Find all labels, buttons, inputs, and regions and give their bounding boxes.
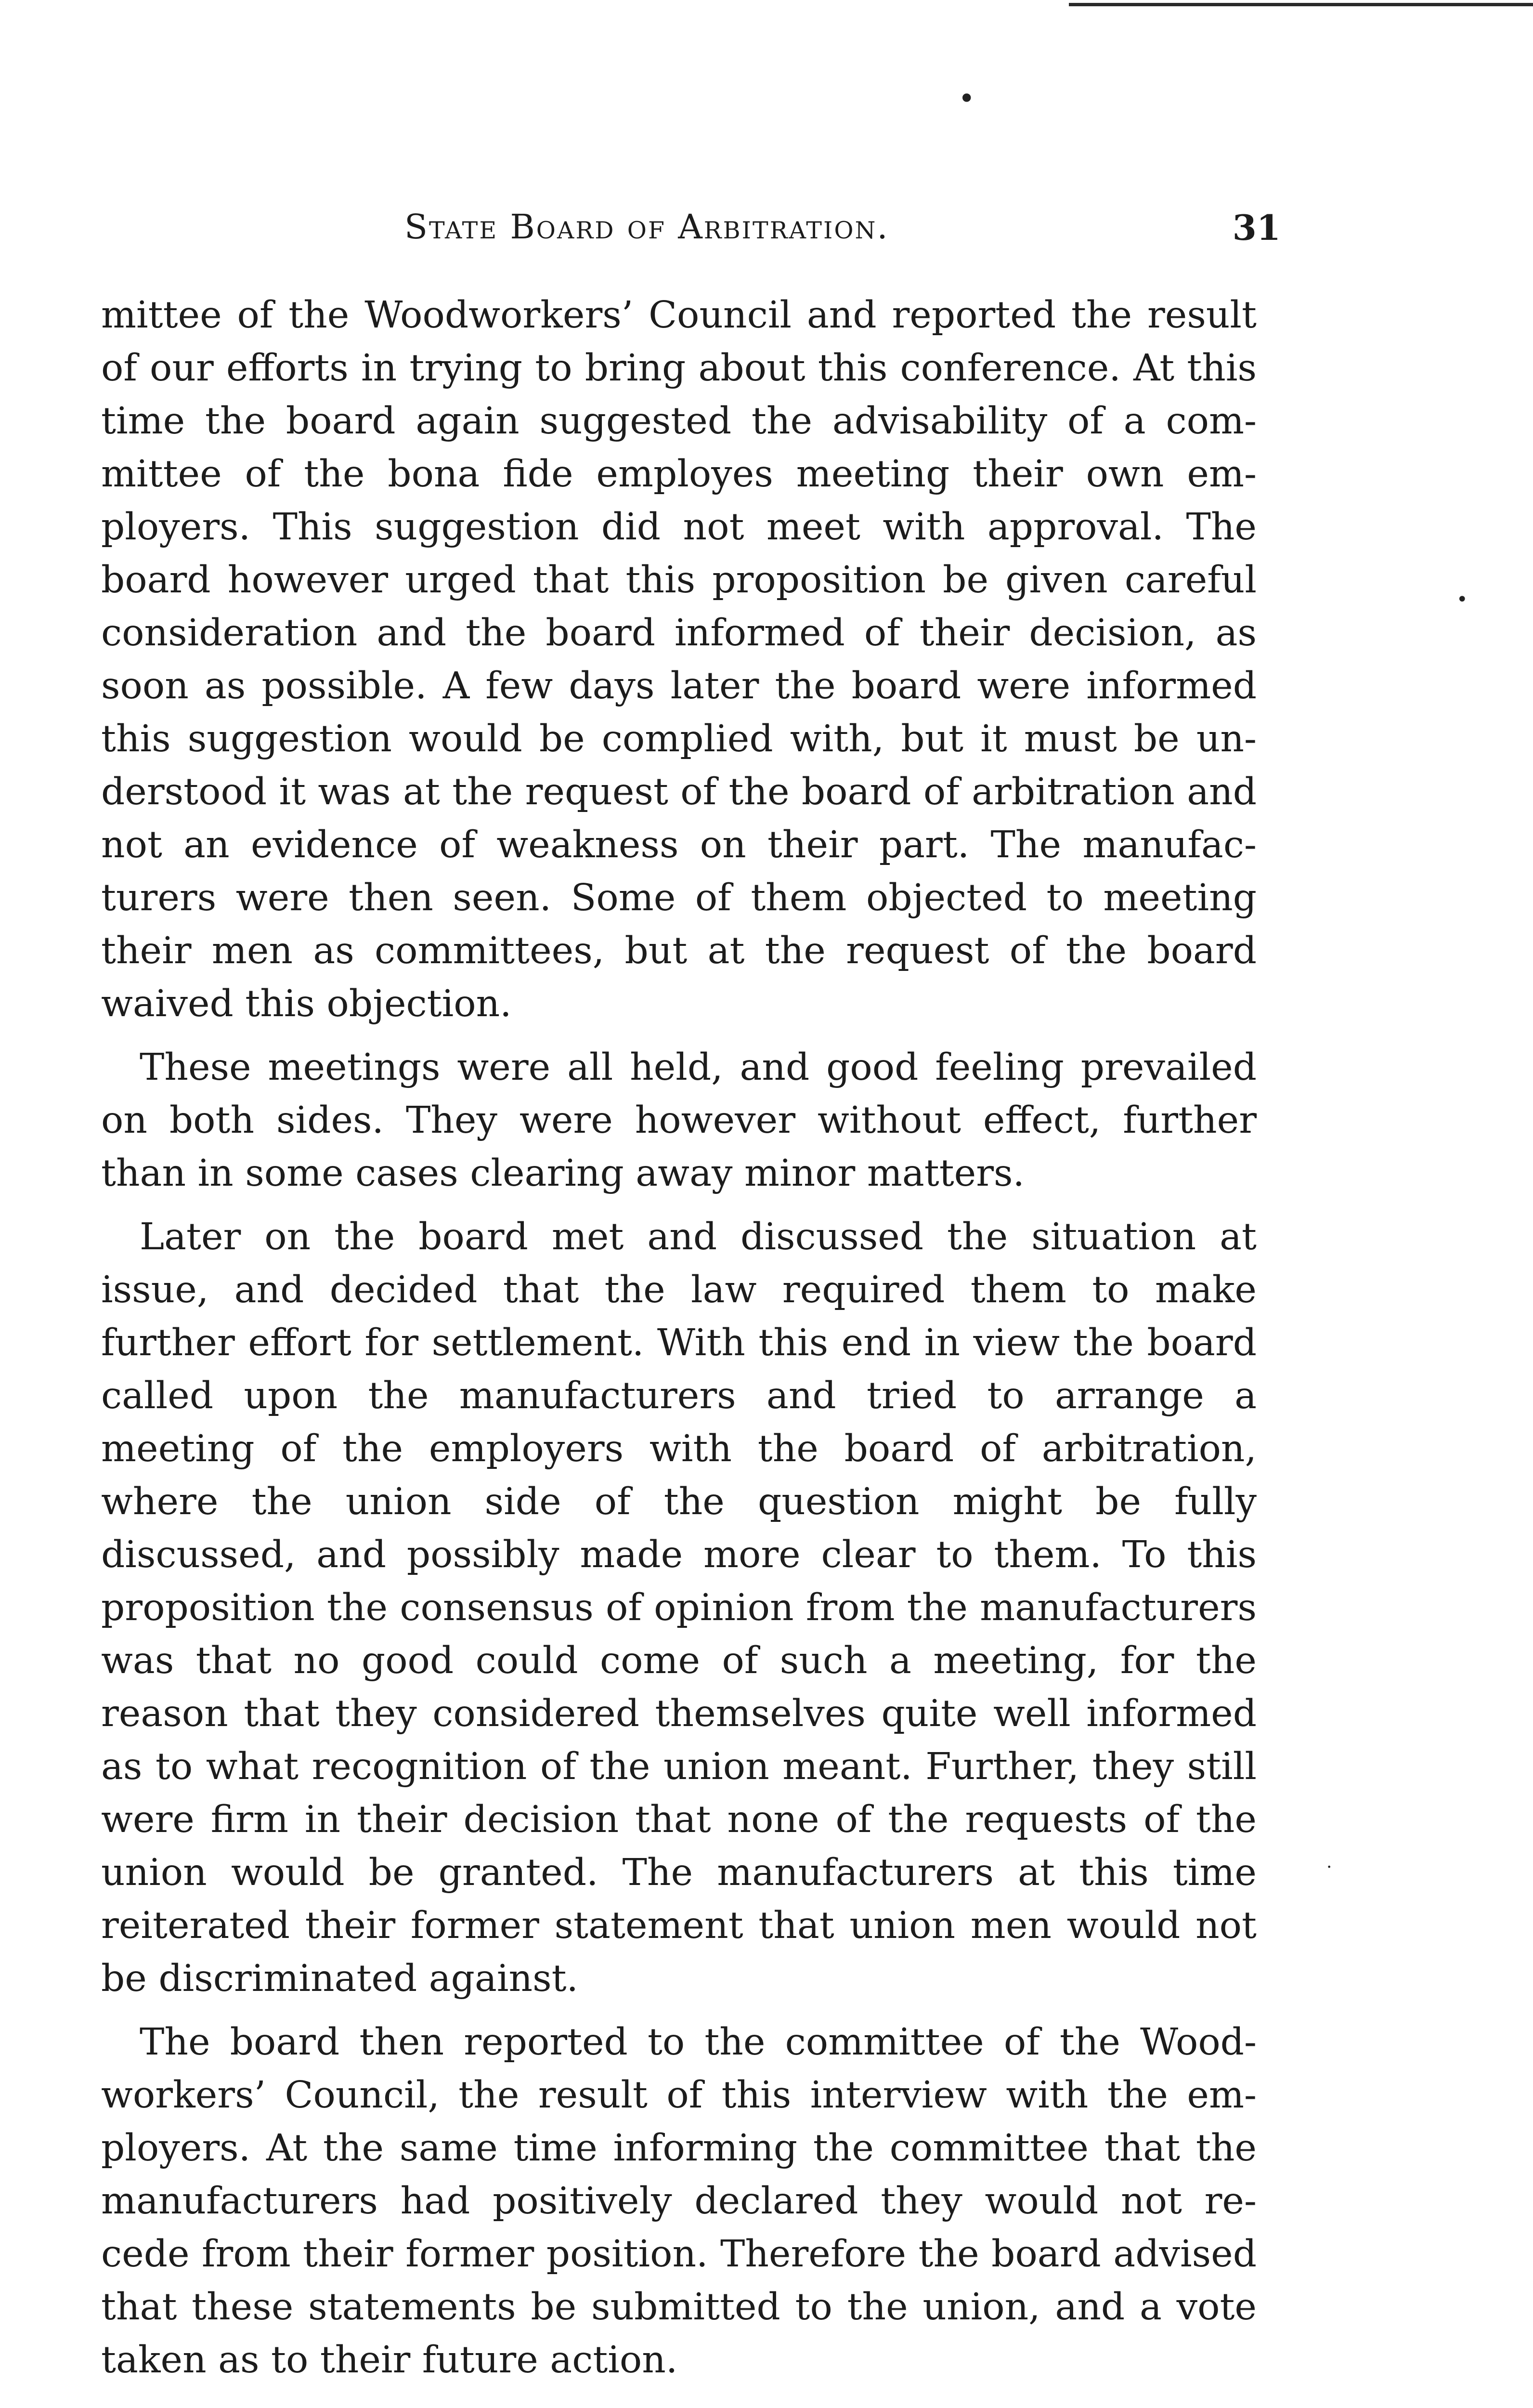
body-text [101,289,1257,2387]
ink-speck: · [1326,1858,1332,1877]
page-number: 31 [1232,207,1281,248]
paragraph: These meetings were all held, and good feeling prevailed on both sides. They were however without effect, further than in some cases clearing away minor matters. [101,1046,1257,1195]
scan-edge-line [1069,3,1533,6]
ink-speck: • [1456,589,1468,611]
ink-speck: • [958,82,975,116]
paragraph: mittee of the Woodworkers’ Council and reported the result of our efforts in trying to bring about this conference. At this time the board again suggested the advisability of a committee of the bona fide employes meeting their own employers. This suggestion did not meet with approval. The board however urged that this proposition be given careful consideration and the board informed of their decision, as soon as possible. A few days later the board were informed this suggestion would be complied with, but it must be understood it was at the request of the board of arbitration and not an evidence of weakness on their part. The manufacturers were then seen. Some of them objected to meeting their men as committees, but at the request of the board waived this objection. [101,294,1257,1025]
paragraph: Later on the board met and discussed the situation at issue, and decided that the law required them to make further effort for settlement. With this end in view the board called upon the manufacturers and tried to arrange a meeting of the employers with the board of arbitration, where the union side of the question might be fully discussed, and possibly made more clear to them. To this proposition the consensus of opinion from the manufacturers was that no good could come of such a meeting, for the reason that they considered themselves quite well informed as to what recognition of the union meant. Further, they still were firm in their decision that none of the requests of the union would be granted. The manufacturers at this time reiterated their former statement that union men would not be discriminated against. [101,1216,1257,2000]
running-header [96,207,1281,250]
running-title: State Board of Arbitration. [404,207,889,247]
paragraph: The board then reported to the committee of the Woodworkers’ Council, the result of this interview with the employers. At the same time informing the committee that the manufacturers had positively declared they would not recede from their former position. Therefore the board advised that these statements be submitted to the union, and a vote taken as to their future action. [101,2021,1257,2382]
